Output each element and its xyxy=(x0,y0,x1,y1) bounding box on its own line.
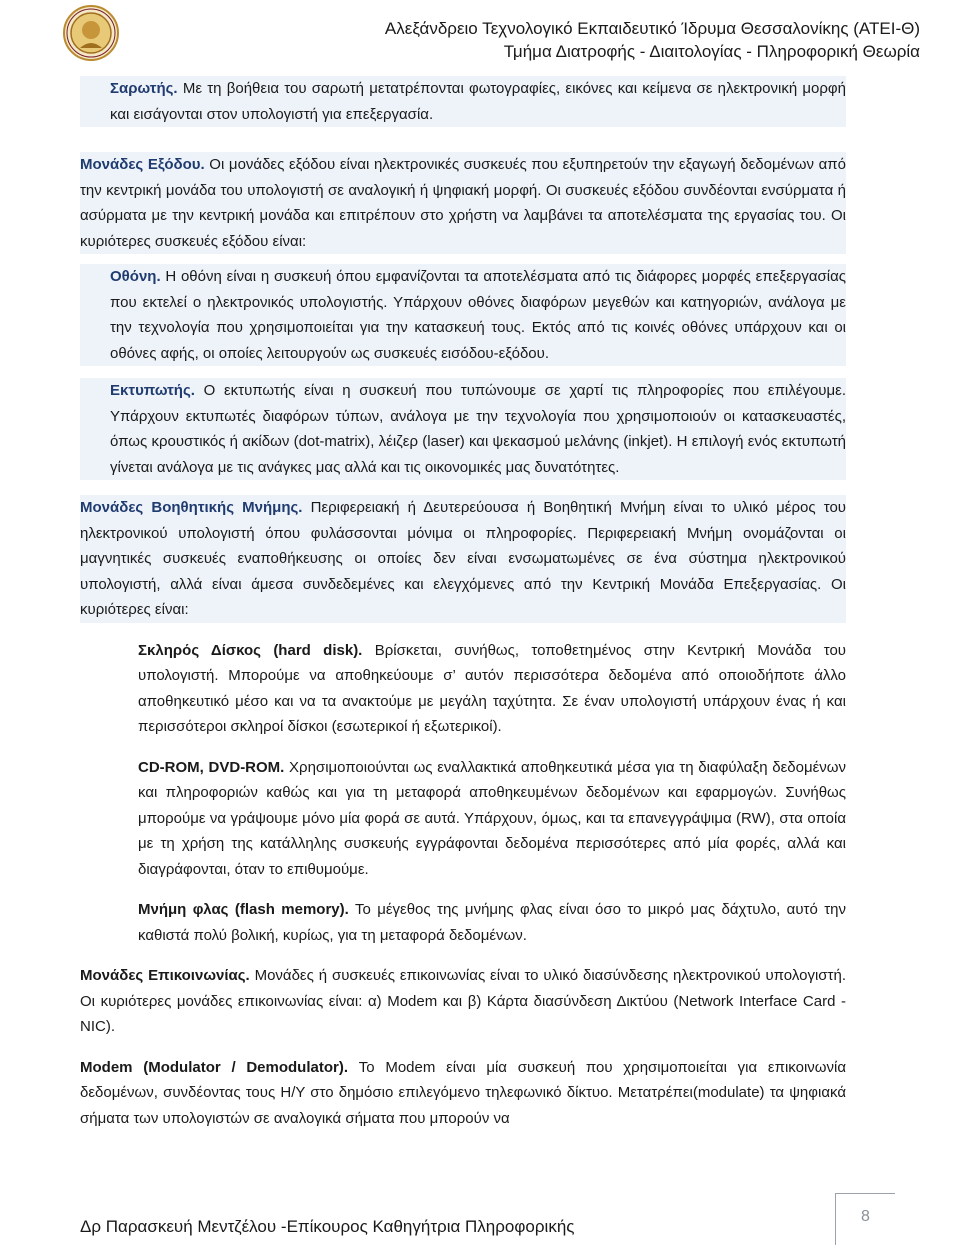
paragraph-cdrom xyxy=(80,755,846,883)
text-secondary-memory: Περιφερειακή ή Δευτερεύουσα ή Βοηθητική Μνήμη είναι το υλικό μέρος του ηλεκτρονικού υπολογιστή όπου φυλάσσονται μόνιμα οι πληροφορίες. Περιφερειακή Μνήμη ονομάζονται οι μαγνητικές συσκευές εναποθήκευσης οι οποίες δεν είναι ενσωματωμένες σε ένα σύστημα ηλεκτρονικού υπολογιστή, αλλά είναι άμεσα συνδεδεμένες και ελεγχόμενες από την Κεντρική Μονάδα Επεξεργασίας. Οι κυριότερες είναι: xyxy=(80,499,847,618)
header-department: Τμήμα Διατροφής - Διαιτολογίας - Πληροφορική Θεωρία xyxy=(503,42,920,61)
document-header xyxy=(385,17,920,63)
paragraph-communication xyxy=(80,963,846,1040)
term-modem: Modem (Modulator / Demodulator). xyxy=(80,1058,349,1076)
text-modem: Το Modem είναι μία συσκευή που χρησιμοποιείται για επικοινωνία δεδομένων, συνδέοντας τους Η/Υ στο δημόσιο επιλεγόμενο τηλεφωνικό δίκτυο. Μετατρέπει(modulate) τα ψηφιακά σήματα των υπολογιστών σε αναλογικά σήματα που μπορούν να xyxy=(80,1058,846,1127)
paragraph-printer xyxy=(80,378,846,480)
paragraph-hard-disk xyxy=(80,638,846,740)
term-communication: Μονάδες Επικοινωνίας. xyxy=(80,967,250,984)
text-hard-disk: Βρίσκεται, συνήθως, τοποθετημένος στην Κεντρική Μονάδα του υπολογιστή. Μπορούμε να αποθηκεύουμε σ’ αυτόν περισσότερα δεδομένα από οποιοδήποτε άλλο αποθηκευτικό μέσο και να τα ανακτούμε με μεγάλη ταχύτητα. Σε έναν υπολογιστή υπάρχουν ένας ή και περισσότεροι σκληροί δίσκοι (εσωτερικοί ή εξωτερικοί). xyxy=(138,641,846,735)
term-hard-disk: Σκληρός Δίσκος (hard disk). xyxy=(138,641,363,659)
text-screen: Η οθόνη είναι η συσκευή όπου εμφανίζονται τα αποτελέσματα από τις διάφορες μορφές επεξεργασίας που εκτελεί ο ηλεκτρονικός υπολογιστής. Υπάρχουν οθόνες διαφόρων μεγεθών και κατηγοριών, ανάλογα με την τεχνολογία που χρησιμοποιείται για την κατασκευή τους. Εκτός από τις κοινές οθόνες υπάρχουν και οι οθόνες αφής, οι οποίες λειτουργούν ως συσκευές εισόδου-εξόδου. xyxy=(110,268,846,362)
term-output-units: Μονάδες Εξόδου. xyxy=(80,156,205,173)
term-flash: Μνήμη φλας (flash memory). xyxy=(138,901,349,918)
header-institution: Αλεξάνδρειο Τεχνολογικό Εκπαιδευτικό Ίδρυμα Θεσσαλονίκης (ΑΤΕΙ-Θ) xyxy=(384,19,920,38)
text-cdrom: Χρησιμοποιούνται ως εναλλακτικά αποθηκευτικά μέσα για τη διαφύλαξη δεδομένων και πληροφοριών καθώς και για τη μεταφορά αποθηκευμένων δεδομένων και εφαρμογών. Συνήθως μπορούμε να γράψουμε μόνο μία φορά σε αυτά. Υπάρχουν, όμως, και τα επανεγγράψιμα (RW), στα οποία με τη χρήση της κατάλληλης συσκευής εγγράφονται δεδομένα περισσότερες από μία φορές, αλλά και διαγράφονται, όταν το επιθυμούμε. xyxy=(138,758,847,878)
text-communication: Μονάδες ή συσκευές επικοινωνίας είναι το υλικό διασύνδεσης ηλεκτρονικού υπολογιστή. Οι κυριότερες μονάδες επικοινωνίας είναι: α) Modem και β) Κάρτα διασύνδεση Δικτύου (Network Interface Card -NIC). xyxy=(80,967,846,1035)
page-body xyxy=(80,70,846,1131)
paragraph-modem xyxy=(80,1055,846,1132)
paragraph-screen xyxy=(80,264,846,366)
text-output-units: Οι μονάδες εξόδου είναι ηλεκτρονικές συσκευές που εξυπηρετούν την εξαγωγή δεδομένων από την κεντρική μονάδα του υπολογιστή σε αναλογική ή ψηφιακή μορφή. Οι συσκευές εξόδου συνδέονται ενσύρματα ή ασύρματα με την κεντρική μονάδα και επιτρέπουν στο χρήστη να λαμβάνει τα αποτελέσματα της εργασίας του. Οι κυριότερες συσκευές εξόδου είναι: xyxy=(80,156,846,250)
text-scanner: Με τη βοήθεια του σαρωτή μετατρέπονται φωτογραφίες, εικόνες και κείμενα σε ηλεκτρονική μορφή και εισάγονται στον υπολογιστή για επεξεργασία. xyxy=(110,80,846,123)
term-secondary-memory: Μονάδες Βοηθητικής Μνήμης. xyxy=(80,499,303,516)
paragraph-flash xyxy=(80,897,846,948)
term-scanner: Σαρωτής. xyxy=(110,80,178,97)
term-cdrom: CD-ROM, DVD-ROM. xyxy=(138,758,285,776)
term-printer: Εκτυπωτής. xyxy=(110,382,195,399)
text-flash: Το μέγεθος της μνήμης φλας είναι όσο το μικρό μας δάχτυλο, αυτό την καθιστά πολύ βολική, κυρίως, για τη μεταφορά δεδομένων. xyxy=(138,901,846,944)
text-printer: Ο εκτυπωτής είναι η συσκευή που τυπώνουμε σε χαρτί τις πληροφορίες που επιλέγουμε. Υπάρχουν εκτυπωτές διαφόρων τύπων, ανάλογα με την τεχνολογία που χρησιμοποιούν οι κατασκευαστές, όπως κρουστικός ή ακίδων (dot-matrix), λέιζερ (laser) και ψεκασμού μελάνης (inkjet). Η επιλογή ενός εκτυπωτή γίνεται ανάλογα με τις ανάγκες μας αλλά και τις οικονομικές μας δυνατότητες. xyxy=(110,382,846,476)
term-screen: Οθόνη. xyxy=(110,268,161,285)
footer-author: Δρ Παρασκευή Μεντζέλου -Επίκουρος Καθηγήτρια Πληροφορικής xyxy=(80,1217,575,1236)
paragraph-scanner xyxy=(80,76,846,127)
page-number: 8 xyxy=(835,1193,895,1245)
institution-logo xyxy=(56,4,126,62)
paragraph-output-units xyxy=(80,152,846,254)
paragraph-secondary-memory xyxy=(80,495,846,623)
